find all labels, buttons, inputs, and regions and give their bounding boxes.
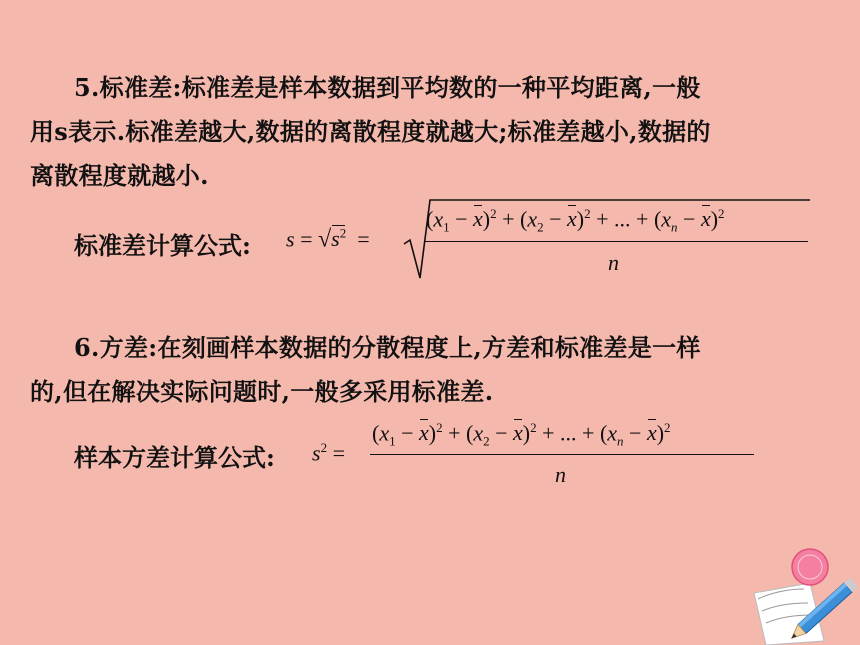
section-5-line-3: 离散程度就越小.: [30, 161, 209, 190]
std-formula-denominator: n: [608, 250, 619, 275]
section-6-paragraph: [30, 326, 830, 414]
std-formula-lhs: $s = √s^2$ =: [286, 226, 370, 253]
std-formula-numerator: $(x_1 - x)^2 + (x_2 - x)^2$ + ... + $(x_n - x)^2$: [426, 206, 725, 235]
variance-formula-label: 样本方差计算公式:: [74, 443, 275, 472]
variance-formula-denominator: n: [555, 462, 566, 487]
section-5-line-1: 5.标准差:标准差是样本数据到平均数的一种平均距离,一般: [74, 73, 701, 102]
section-6-line-1: 6.方差:在刻画样本数据的分散程度上,方差和标准差是一样: [74, 333, 701, 362]
section-5-line-2: 用s表示.标准差越大,数据的离散程度就越大;标准差越小,数据的: [30, 117, 711, 146]
std-formula-label: 标准差计算公式:: [74, 231, 251, 260]
section-5-paragraph: [30, 66, 830, 198]
variance-fraction-bar: [370, 454, 754, 455]
variance-formula-numerator: $(x_1 - x)^2 + (x_2 - x)^2$ + ... + $(x_n - x)^2$: [372, 420, 671, 449]
section-6-line-2: 的,但在解决实际问题时,一般多采用标准差.: [30, 377, 494, 406]
pencil-and-paper-icon: [740, 545, 860, 645]
variance-formula-lhs: $s^2$ =: [312, 440, 345, 466]
std-fraction-bar: [424, 241, 808, 242]
